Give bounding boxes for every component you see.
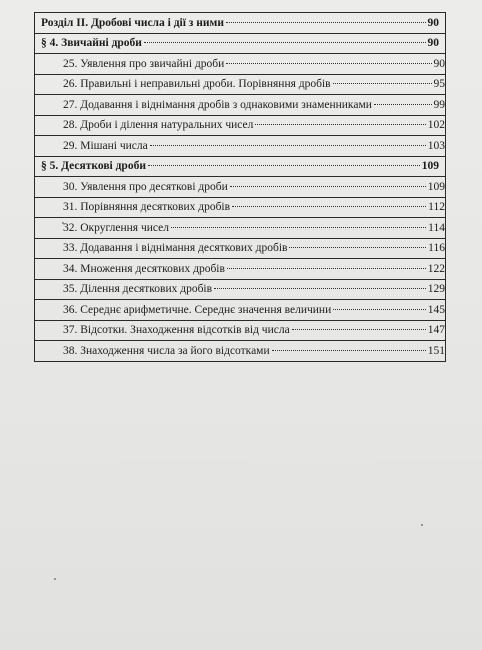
dot-leader: [148, 165, 420, 166]
toc-section-cell: [35, 156, 446, 177]
dot-leader: [292, 329, 426, 330]
toc-page-number: 90: [427, 37, 439, 50]
toc-page-number: 151: [427, 344, 445, 357]
dot-leader: [144, 42, 426, 43]
toc-page-number: 109: [421, 160, 439, 173]
toc-entry-row: [35, 197, 446, 218]
toc-entry-cell: [35, 115, 446, 136]
dot-leader: [226, 63, 431, 64]
toc-entry-cell: [35, 320, 446, 341]
toc-entry-row: [35, 115, 446, 136]
dot-leader: [214, 288, 426, 289]
toc-entry-cell: [35, 197, 446, 218]
toc-page-number: 90: [433, 57, 445, 70]
toc-entry-cell: [35, 74, 446, 95]
toc-page-number: 116: [428, 242, 445, 255]
toc-entry-cell: [35, 341, 446, 362]
toc-entry-cell: [35, 54, 446, 75]
toc-section-row: [35, 33, 446, 54]
toc-section-cell: [35, 33, 446, 54]
toc-entry-row: [35, 74, 446, 95]
toc-entry-title: 32. Округлення чисел: [63, 221, 169, 234]
toc-page-number: 145: [427, 303, 445, 316]
toc-page-number: 102: [427, 119, 445, 132]
dot-leader: [150, 145, 426, 146]
toc-entry-title: 36. Середнє арифметичне. Середнє значення величини: [63, 303, 332, 316]
toc-entry-title: 25. Уявлення про звичайні дроби: [63, 57, 225, 70]
toc-entry-row: [35, 177, 446, 198]
toc-entry-cell: [35, 177, 446, 198]
toc-entry-row: [35, 341, 446, 362]
toc-entry-title: 30. Уявлення про десяткові дроби: [63, 180, 228, 193]
dot-leader: [333, 309, 426, 310]
toc-entry-title: 27. Додавання і віднімання дробів з однаковими знаменниками: [63, 98, 372, 111]
toc-entry-row: [35, 95, 446, 116]
toc-entry-row: [35, 279, 446, 300]
toc-page-number: 99: [433, 98, 445, 111]
toc-entry-title: 35. Ділення десяткових дробів: [63, 283, 213, 296]
toc-page-number: 90: [427, 16, 439, 29]
dot-leader: [333, 83, 432, 84]
toc-entry-title: 38. Знаходження числа за його відсотками: [63, 344, 270, 357]
toc-entry-title: 33. Додавання і віднімання десяткових дробів: [63, 242, 288, 255]
dot-leader: [232, 206, 426, 207]
toc-page-number: 147: [427, 324, 445, 337]
toc-section-cell: [35, 13, 446, 34]
toc-entry-title: 31. Порівняння десяткових дробів: [63, 201, 231, 214]
toc-entry-title: 34. Множення десяткових дробів: [63, 262, 225, 275]
toc-entry-title: 29. Мішані числа: [63, 139, 148, 152]
toc-page-number: 122: [427, 262, 445, 275]
paper-speck: [62, 222, 64, 224]
toc-page-number: 109: [427, 180, 445, 193]
dot-leader: [272, 350, 426, 351]
toc-section-title: § 4. Звичайні дроби: [41, 37, 142, 50]
toc-entry-cell: [35, 259, 446, 280]
toc-page-number: 129: [427, 283, 445, 296]
toc-page-number: 103: [427, 139, 445, 152]
toc-entry-row: [35, 238, 446, 259]
paper-speck: [421, 524, 423, 526]
paper-speck: [54, 578, 56, 580]
toc-section-title: § 5. Десяткові дроби: [41, 160, 146, 173]
toc-entry-cell: [35, 136, 446, 157]
dot-leader: [289, 247, 426, 248]
toc-entry-row: [35, 218, 446, 239]
toc-entry-cell: [35, 279, 446, 300]
toc-entry-row: [35, 136, 446, 157]
dot-leader: [227, 268, 426, 269]
toc-entry-title: 26. Правильні і неправильні дроби. Порівняння дробів: [63, 78, 331, 91]
dot-leader: [230, 186, 426, 187]
dot-leader: [226, 22, 426, 23]
toc-entry-title: 28. Дроби і ділення натуральних чисел: [63, 119, 254, 132]
toc-entry-cell: [35, 95, 446, 116]
toc-section-row: [35, 13, 446, 34]
toc-page-number: 95: [433, 78, 445, 91]
table-of-contents: [34, 12, 446, 362]
dot-leader: [171, 227, 426, 228]
toc-section-row: [35, 156, 446, 177]
toc-entry-cell: [35, 238, 446, 259]
toc-entry-row: [35, 259, 446, 280]
toc-entry-row: [35, 320, 446, 341]
toc-section-title: Розділ II. Дробові числа і дії з ними: [41, 16, 224, 29]
toc-entry-cell: [35, 300, 446, 321]
toc-page-number: 114: [428, 221, 445, 234]
toc-entry-row: [35, 54, 446, 75]
toc-entry-title: 37. Відсотки. Знаходження відсотків від числа: [63, 324, 290, 337]
toc-entry-cell: [35, 218, 446, 239]
toc-entry-row: [35, 300, 446, 321]
dot-leader: [255, 124, 425, 125]
dot-leader: [374, 104, 432, 105]
toc-page-number: 112: [428, 201, 445, 214]
